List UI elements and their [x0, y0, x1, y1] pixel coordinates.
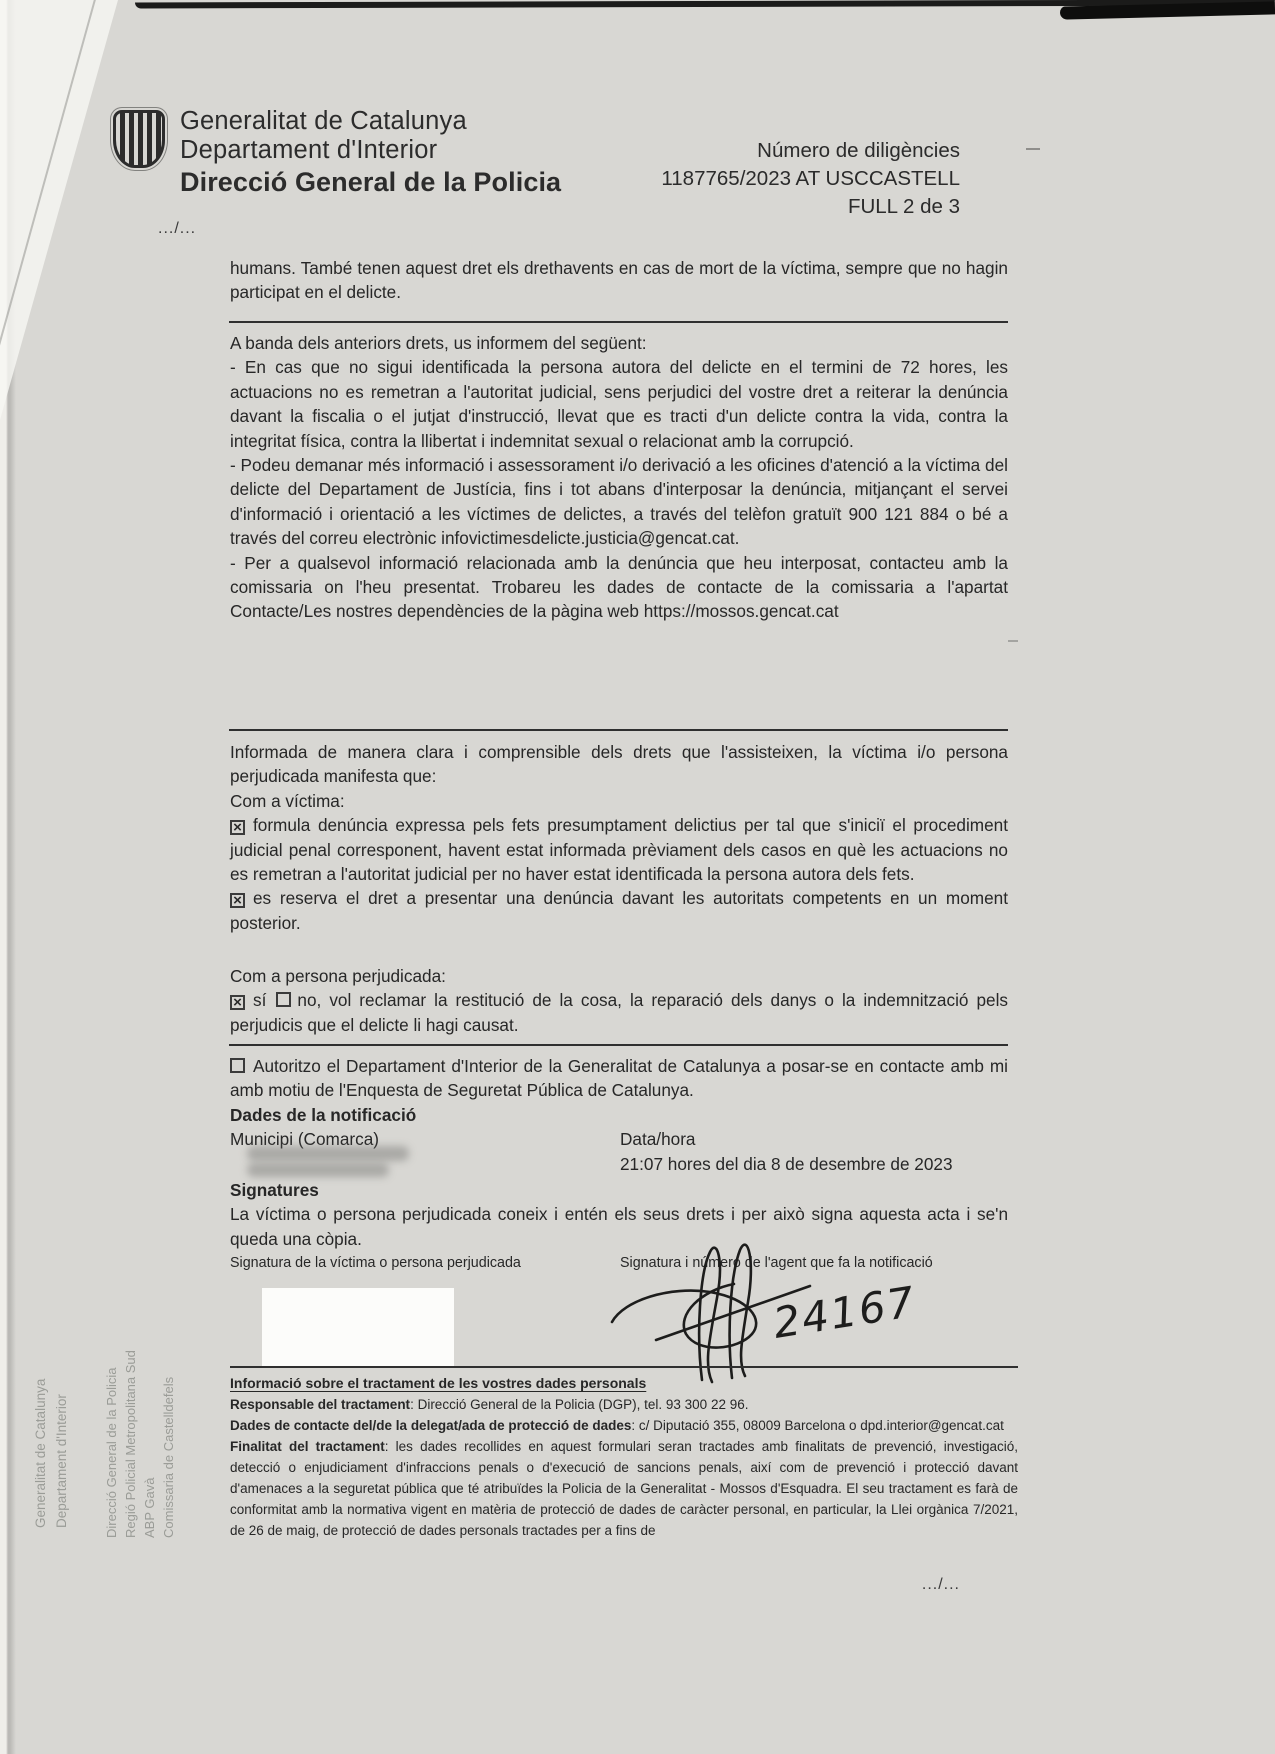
stamp-line: Regió Policial Metropolitana Sud [123, 1350, 138, 1538]
stamp-line: ABP Gavà [142, 1477, 157, 1538]
footer-contact-text: : c/ Diputació 355, 08009 Barcelona o dpd.interior@gencat.cat [631, 1418, 1004, 1433]
checkbox-icon: × [230, 893, 245, 908]
sheet-number: FULL 2 de 3 [847, 195, 960, 218]
section-divider [229, 1044, 1008, 1046]
redacted-municipality-smudge [247, 1146, 409, 1161]
bullet-text: - Per a qualsevol informació relacionada amb la denúncia que heu interposat, contacteu amb la comissaria on l'heu presentat. Trobareu les dades de contacte de la comissaria a l'apartat Contacte/Les nostres dependències de la pàgina web [230, 552, 1008, 622]
margin-stamp-police-unit [102, 1350, 178, 1538]
continuation-mark-top: .../... [158, 220, 197, 237]
case-reference-label: Número de diligències [757, 139, 960, 162]
declaration-text: es reserva el dret a presentar una denúncia davant les autoritats competents en un moment posterior. [230, 888, 1008, 933]
website-url: https://mossos.gencat.cat [643, 601, 839, 622]
agent-signature-label: Signatura i número de l'agent que fa la notificació [620, 1255, 933, 1272]
scan-corner-fold [0, 0, 118, 420]
scan-speck [1008, 640, 1018, 642]
footer-purpose-line [230, 1436, 1018, 1541]
datetime-value: 21:07 hores del dia 8 de desembre de 2023 [620, 1153, 953, 1174]
checkbox-icon [230, 1058, 245, 1073]
agent-badge-number: 24167 [769, 1277, 920, 1348]
footer-responsible-text: : Direcció General de la Policia (DGP), tel. 93 300 22 96. [410, 1397, 749, 1412]
org-directorate: Direcció General de la Policia [180, 167, 562, 197]
notification-data-title: Dades de la notificació [230, 1104, 417, 1125]
contact-email: infovictimesdelicte.justicia@gencat.cat. [441, 528, 740, 549]
municipality-label: Municipi (Comarca) [230, 1129, 379, 1150]
section-divider [229, 321, 1008, 323]
rights-info-section [230, 331, 1008, 624]
authorization-text: Autoritzo el Departament d'Interior de la Generalitat de Catalunya a posar-se en contacte amb mi amb motiu de l'Enquesta de Seguretat Pública de Catalunya. [230, 1056, 1008, 1101]
checkbox-yes-icon: × [230, 995, 245, 1010]
injured-person-section [230, 964, 1008, 1037]
restitution-claim-line [230, 988, 1008, 1037]
stamp-line: Generalitat de Catalunya [33, 1378, 48, 1528]
declaration-text: formula denúncia expressa pels fets presumptament delictius per tal que s'iniciï el procediment judicial penal corresponent, havent estat informada prèviament dels casos en què les actuacions no es remetran a l'autoritat judicial per no haver estat identificada la persona autora dels fets. [230, 815, 1008, 885]
stamp-line: Direcció General de la Policia [104, 1367, 119, 1538]
stamp-line: Comissaria de Castelldefels [161, 1376, 176, 1538]
case-reference-block [620, 137, 960, 221]
footer-purpose-text: : les dades recollides en aquest formulari seran tractades amb finalitats de prevenció, investigació, detecció o enjudiciament d'infraccions penals o d'execució de sancions penals, així com de prevenció i protecció davant d'amenaces a la seguretat pública que té atribuïdes la Policia de la Generalitat - Mossos d'Esquadra. El seu tractament es farà de conformitat amb la normativa vigent en matèria de protecció de dades de caràcter personal, en particular, la Llei orgànica 7/2021, de 26 de maig, de protecció de dades personals tractades per a fins de [230, 1439, 1018, 1538]
checkbox-no-icon [276, 992, 291, 1007]
victim-declaration-2 [230, 886, 1008, 935]
section-divider [229, 729, 1008, 731]
footer-heading: Informació sobre el tractament de les vostres dades personals [230, 1375, 647, 1391]
victim-signature-label: Signatura de la víctima o persona perjudicada [230, 1255, 521, 1272]
footer-responsible-label: Responsable del tractament [230, 1397, 411, 1412]
redacted-victim-signature-box [262, 1288, 454, 1368]
as-injured-label: Com a persona perjudicada: [230, 966, 446, 986]
datetime-label: Data/hora [620, 1129, 696, 1150]
bullet-police-contact [230, 551, 1008, 624]
scan-speck [1026, 148, 1040, 150]
redacted-municipality-smudge [247, 1163, 389, 1177]
case-reference-number: 1187765/2023 AT USCCASTELL [661, 167, 960, 190]
stamp-line: Departament d'Interior [54, 1394, 69, 1528]
carryover-paragraph [230, 256, 1008, 305]
no-label: no, [297, 990, 322, 1011]
survey-authorization-line [230, 1054, 1008, 1103]
continuation-mark-bottom: .../... [921, 1576, 960, 1593]
bullet-72-hours: - En cas que no sigui identificada la persona autora del delicte en el termini de 72 hores, les actuacions no es remetran a l'autoritat judicial, sens perjudici del vostre dret a reiterar la denúncia davant la fiscalia o el jutjat d'instrucció, llevat que es tracti d'un delicte contra la vida, contra la integritat física, contra la llibertat i indemnitat sexual o relacionat amb la corrupció. [230, 357, 1008, 451]
as-victim-label: Com a víctima: [230, 790, 345, 811]
signatures-intro: La víctima o persona perjudicada coneix i entén els seus drets i per això signa aquesta acta i se'n queda una còpia. [230, 1204, 1008, 1249]
section-intro: A banda dels anteriors drets, us informem del següent: [230, 333, 647, 353]
org-header [180, 107, 561, 197]
footer-contact-label: Dades de contacte del/de la delegat/ada de protecció de dades [230, 1418, 632, 1433]
footer-responsible-line [230, 1394, 1018, 1415]
datetime-column [620, 1127, 1008, 1176]
declaration-section [230, 740, 1008, 935]
bullet-victim-office [230, 453, 1008, 551]
footer-contact-line [230, 1415, 1018, 1436]
yes-label: sí [253, 990, 267, 1011]
footer-purpose-label: Finalitat del tractament [230, 1439, 385, 1454]
declaration-intro: Informada de manera clara i comprensible dels drets que l'assisteixen, la víctima i/o persona perjudicada manifesta que: [230, 742, 1008, 787]
org-name: Generalitat de Catalunya [180, 107, 467, 135]
victim-declaration-1 [230, 813, 1008, 886]
signatures-title: Signatures [230, 1180, 319, 1200]
bullet-text: - Podeu demanar més informació i assessorament i/o derivació a les oficines d'atenció a la víctima del delicte del Departament de Justícia, fins i tot abans d'interposar la denúncia, mitjançant el servei d'informació i orientació a les víctimes de delictes, a través del telèfon gratuït 900 121 884 o bé a través del correu electrònic [230, 455, 1008, 549]
org-department: Departament d'Interior [180, 136, 438, 164]
generalitat-shield-logo-icon [113, 110, 165, 168]
margin-stamp-generalitat [30, 1379, 72, 1528]
checkbox-icon: × [230, 820, 245, 835]
data-protection-footer [230, 1366, 1018, 1541]
claim-text: vol reclamar la restitució de la cosa, la reparació dels danys o la indemnització pels perjudicis que el delicte li hagi causat. [230, 990, 1008, 1035]
paragraph: humans. També tenen aquest dret els drethavents en cas de mort de la víctima, sempre que no hagin participat en el delicte. [230, 258, 1008, 303]
